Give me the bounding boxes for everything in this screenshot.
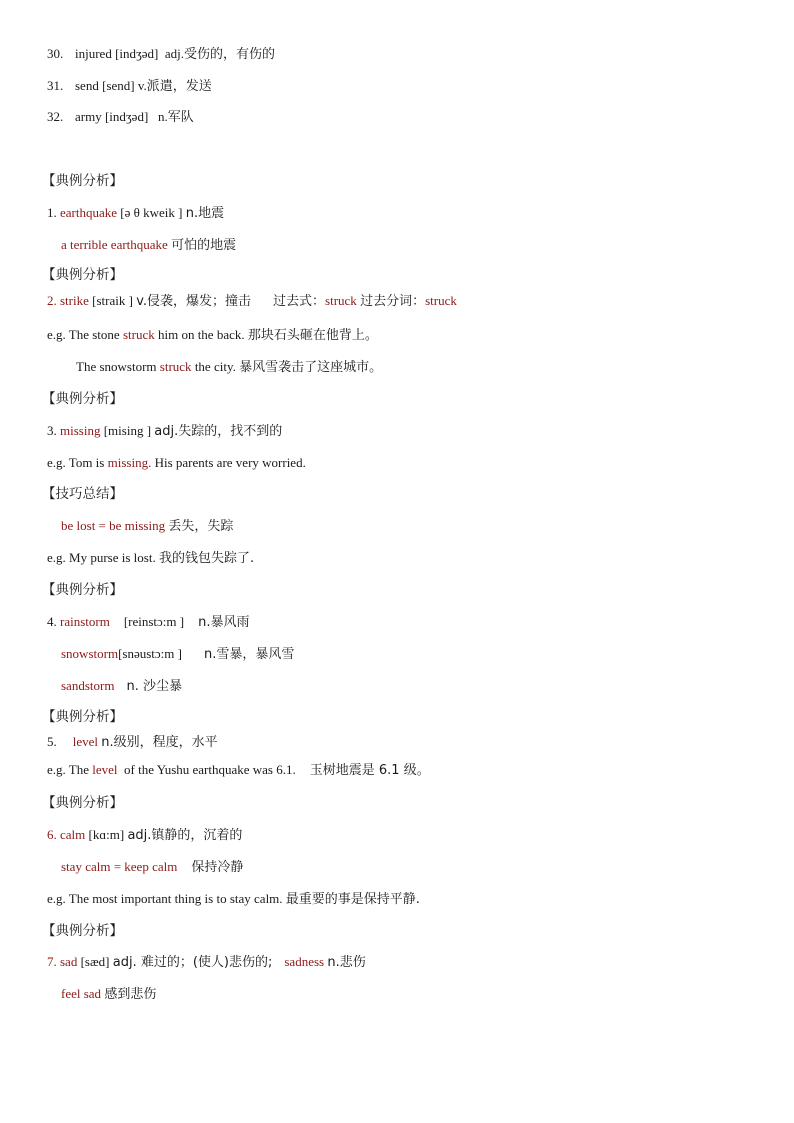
entry-calm: 6. calm [kɑ:m] adj.镇静的，沉着的 [47, 827, 243, 843]
example-strike-1: e.g. The stone struck him on the back. 那块石头砸在他背上。 [47, 327, 378, 343]
vocab-item-31: 31. send [send] v.派遣，发送 [47, 78, 212, 94]
section-heading: 【典例分析】 [42, 267, 123, 283]
entry-strike: 2. strike [straik ] v.侵袭，爆发；撞击 过去式：struck 过去分词：struck [47, 293, 457, 309]
entry-sandstorm: sandstorm n. 沙尘暴 [61, 678, 182, 694]
tip-example-missing: e.g. My purse is lost. 我的钱包失踪了. [47, 550, 255, 566]
example-calm: e.g. The most important thing is to stay calm. 最重要的事是保持平静. [47, 891, 420, 907]
tip-heading: 【技巧总结】 [42, 486, 123, 502]
section-heading: 【典例分析】 [42, 173, 123, 189]
example-level: e.g. The level of the Yushu earthquake was 6.1. 玉树地震是 6.1 级。 [47, 762, 430, 778]
tip-missing: be lost = be missing 丢失，失踪 [61, 518, 234, 534]
entry-level: 5. level n.级别，程度，水平 [47, 734, 218, 750]
entry-earthquake: 1. earthquake [ə θ kweik ] n.地震 [47, 205, 225, 221]
entry-sad: 7. sad [sæd] adj. 难过的；(使人)悲伤的; sadness n.悲伤 [47, 954, 366, 970]
section-heading: 【典例分析】 [42, 391, 123, 407]
entry-missing: 3. missing [mising ] adj.失踪的，找不到的 [47, 423, 283, 439]
section-heading: 【典例分析】 [42, 923, 123, 939]
example-missing: e.g. Tom is missing. His parents are very worried. [47, 455, 306, 470]
phrase-sad: feel sad 感到悲伤 [61, 986, 157, 1002]
entry-snowstorm: snowstorm[snəustɔ:m ] n.雪暴，暴风雪 [61, 646, 295, 662]
vocab-item-32: 32. army [indʒəd] n.军队 [47, 109, 194, 125]
example-strike-2: The snowstorm struck the city. 暴风雪袭击了这座城市。 [76, 359, 383, 375]
entry-rainstorm: 4. rainstorm [reinstɔ:m ] n.暴风雨 [47, 614, 250, 630]
phrase-earthquake: a terrible earthquake 可怕的地震 [61, 237, 237, 253]
vocab-item-30: 30. injured [indʒəd] adj.受伤的，有伤的 [47, 46, 276, 62]
section-heading: 【典例分析】 [42, 709, 123, 725]
phrase-calm: stay calm = keep calm 保持冷静 [61, 859, 244, 875]
section-heading: 【典例分析】 [42, 795, 123, 811]
section-heading: 【典例分析】 [42, 582, 123, 598]
